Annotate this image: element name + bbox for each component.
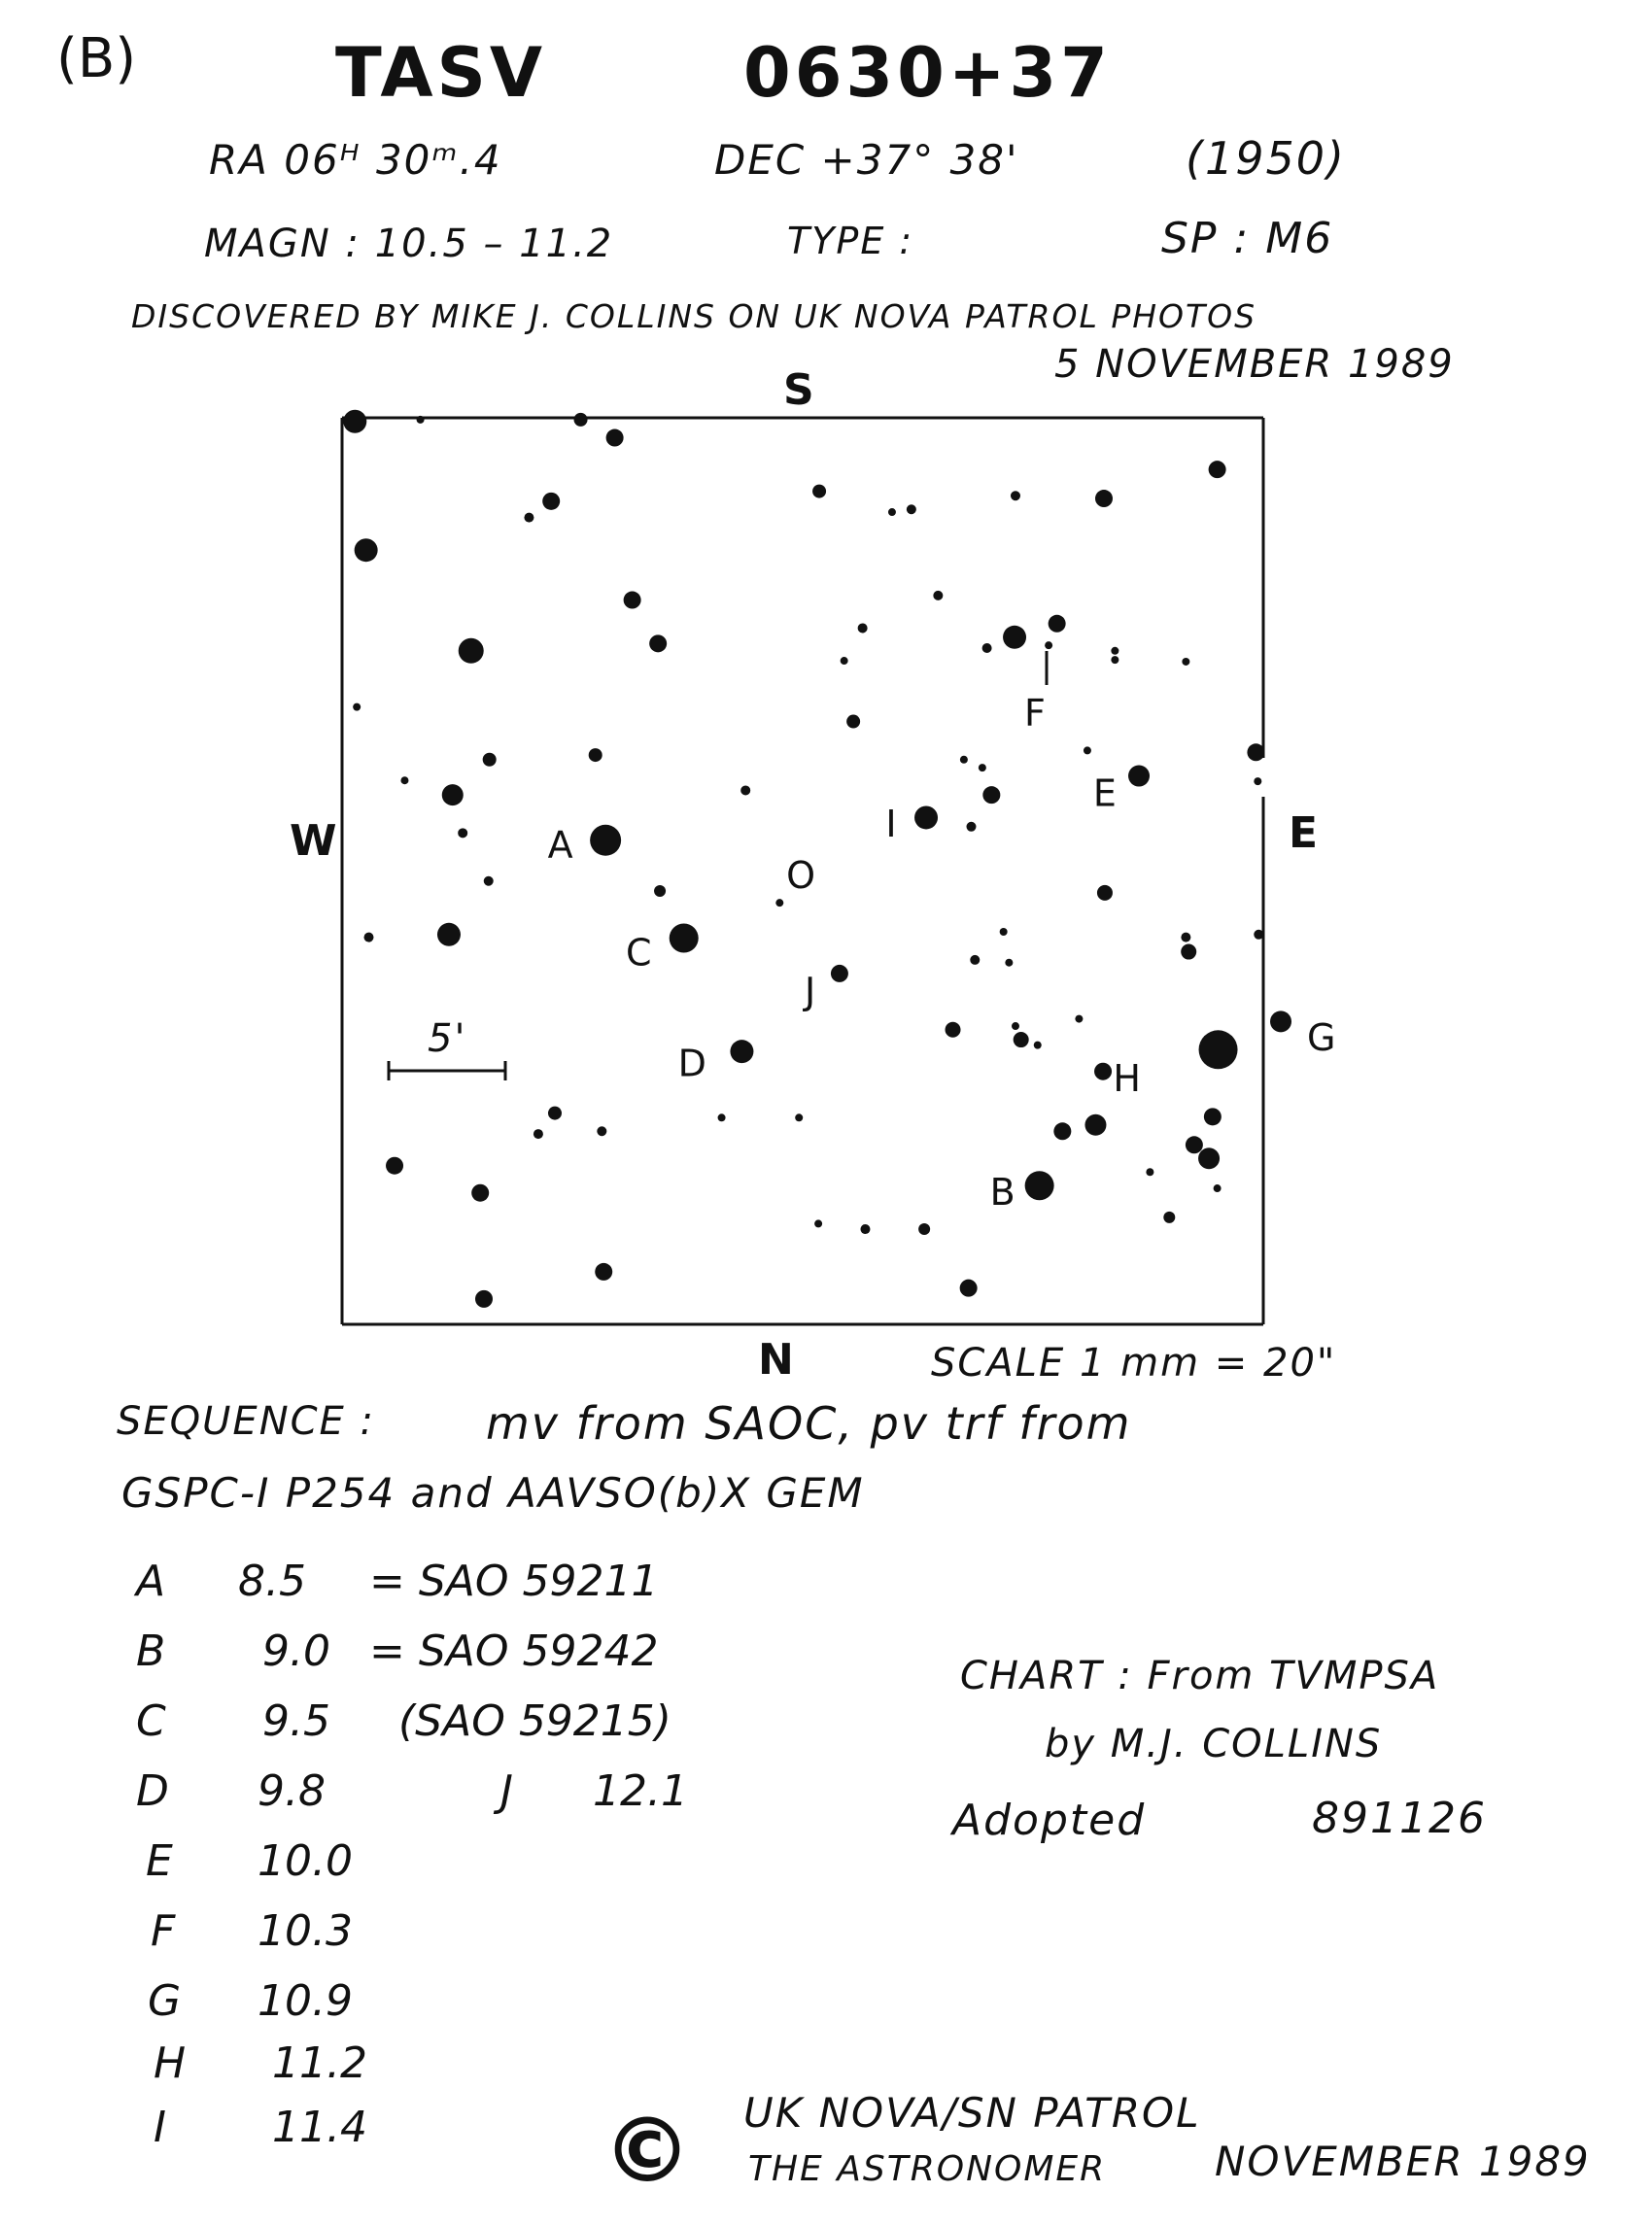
star-43 [914, 805, 938, 829]
star-57 [1254, 930, 1263, 940]
sequence-title: SEQUENCE : [117, 1399, 376, 1444]
star-39 [1247, 743, 1264, 761]
star-20 [1049, 615, 1066, 633]
spectral-type: SP : M6 [1161, 214, 1334, 263]
star-68 [548, 1107, 562, 1120]
star-17 [933, 591, 943, 600]
chart-source: CHART : From TVMPSA [960, 1654, 1440, 1698]
star-21 [1045, 641, 1052, 649]
sequence-magnitude: 10.3 [258, 1906, 353, 1956]
sequence-magnitude: 9.8 [258, 1766, 326, 1816]
star-label-h: H [1113, 1057, 1141, 1101]
star-38 [1128, 766, 1150, 787]
star-30 [483, 753, 497, 767]
star-69 [533, 1129, 543, 1139]
variable-type: TYPE : [787, 220, 914, 262]
star-14 [624, 592, 641, 609]
variable-name: TASV [335, 33, 547, 113]
sequence-magnitude: 11.4 [272, 2103, 367, 2152]
star-12 [1095, 490, 1113, 507]
discovery-date: 5 NOVEMBER 1989 [1054, 342, 1455, 387]
star-52 [1000, 928, 1008, 936]
chart-author: by M.J. COLLINS [1045, 1722, 1383, 1766]
star-61 [1014, 1032, 1029, 1047]
scale-bar-label: 5' [428, 1016, 467, 1061]
adopted-label: Adopted [952, 1796, 1147, 1845]
star-59 [946, 1022, 961, 1038]
star-33 [740, 785, 750, 795]
plate-scale: SCALE 1 mm = 20" [931, 1341, 1337, 1386]
star-2 [417, 416, 425, 424]
star-78 [1146, 1168, 1153, 1176]
sequence-reference: = SAO 59211 [369, 1557, 659, 1606]
star-label-i: I [885, 803, 897, 846]
star-49 [363, 933, 373, 942]
chart-north-label: N [758, 1335, 794, 1385]
star-5 [542, 493, 560, 510]
star-35 [979, 764, 986, 771]
star-51 [670, 924, 699, 953]
star-47 [775, 899, 783, 907]
star-25 [1111, 656, 1119, 664]
sequence-letter: G [148, 1976, 182, 2026]
star-32 [442, 784, 464, 805]
star-label-f: F [1023, 692, 1046, 736]
star-41 [458, 828, 467, 838]
star-label-c: C [625, 931, 652, 975]
sequence-letter: B [136, 1627, 166, 1676]
sequence-note-2: GSPC-I P254 and AAVSO(b)X GEM [121, 1469, 865, 1517]
star-label-d: D [677, 1042, 706, 1085]
star-85 [860, 1224, 870, 1234]
star-63 [1075, 1015, 1083, 1023]
star-53 [970, 955, 980, 965]
declination: DEC +37° 38' [714, 136, 1019, 184]
star-74 [1084, 1114, 1106, 1136]
patrol-credit-date: NOVEMBER 1989 [1215, 2138, 1591, 2185]
chart-south-label: S [783, 365, 814, 415]
patrol-credit-1: UK NOVA/SN PATROL [743, 2089, 1201, 2137]
star-87 [595, 1263, 612, 1281]
star-label-layer [548, 692, 1336, 1214]
star-46 [654, 885, 666, 897]
discovery-line: DISCOVERED BY MIKE J. COLLINS ON UK NOVA PATROL PHOTOS [131, 297, 1257, 335]
star-42 [590, 825, 621, 856]
sequence-magnitude: 9.0 [262, 1627, 330, 1676]
star-label-b: B [989, 1170, 1015, 1214]
sequence-letter: A [136, 1557, 166, 1606]
sequence-letter-j: J [500, 1766, 513, 1816]
star-81 [471, 1184, 489, 1202]
star-75 [1204, 1108, 1222, 1125]
star-80 [386, 1157, 403, 1175]
adopted-date: 891126 [1312, 1794, 1487, 1843]
star-62 [1034, 1042, 1042, 1049]
star-11 [1011, 491, 1020, 500]
star-54 [1005, 959, 1013, 967]
star-66 [1270, 1010, 1291, 1032]
star-13 [1209, 461, 1226, 478]
star-50 [437, 923, 461, 946]
sequence-magnitude: 10.0 [258, 1836, 353, 1886]
star-70 [597, 1126, 606, 1136]
star-6 [524, 513, 533, 523]
copyright-icon: © [602, 2099, 692, 2203]
star-label-j: J [804, 970, 816, 1013]
star-56 [1181, 944, 1196, 960]
star-27 [353, 703, 361, 711]
star-31 [400, 776, 408, 784]
sequence-reference: (SAO 59215) [398, 1696, 671, 1746]
star-89 [960, 1280, 978, 1297]
star-82 [1025, 1171, 1054, 1200]
star-76 [1186, 1136, 1203, 1153]
star-1 [343, 410, 366, 433]
patrol-credit-2: THE ASTRONOMER [748, 2149, 1107, 2189]
star-64 [730, 1040, 753, 1063]
sequence-reference: = SAO 59242 [369, 1627, 659, 1676]
star-22 [1003, 626, 1026, 649]
star-73 [1053, 1122, 1071, 1140]
star-4 [606, 429, 624, 447]
variable-designation: 0630+37 [743, 33, 1112, 113]
star-23 [982, 643, 992, 653]
sequence-letter: I [154, 2103, 166, 2152]
star-10 [888, 508, 896, 516]
scale-bar [389, 1061, 505, 1080]
chart-label: (B) [56, 27, 137, 90]
star-label-o: O [786, 854, 816, 898]
star-36 [982, 786, 1000, 804]
star-18 [858, 623, 868, 633]
star-label-e: E [1092, 771, 1117, 815]
star-79 [1214, 1184, 1222, 1192]
star-71 [718, 1113, 726, 1121]
star-77 [1198, 1147, 1220, 1169]
sequence-letter: C [136, 1696, 166, 1746]
star-67 [1094, 1063, 1112, 1080]
star-86 [918, 1223, 930, 1235]
magnitude-range: MAGN : 10.5 – 11.2 [204, 222, 614, 266]
star-29 [589, 748, 602, 762]
star-7 [355, 538, 378, 562]
star-84 [814, 1219, 822, 1227]
star-8 [812, 485, 826, 498]
right-ascension: RA 06ᴴ 30ᵐ.4 [209, 136, 502, 184]
star-37 [1084, 746, 1091, 754]
sequence-letter: E [146, 1836, 173, 1886]
sequence-magnitude: 9.5 [262, 1696, 330, 1746]
star-24 [1111, 647, 1119, 655]
sequence-note-1: mv from SAOC, pv trf from [486, 1397, 1132, 1450]
star-19 [841, 657, 848, 665]
star-3 [574, 413, 588, 427]
sequence-letter: D [136, 1766, 169, 1816]
star-9 [907, 504, 916, 514]
star-48 [1097, 885, 1113, 901]
star-26 [1182, 658, 1189, 666]
sequence-letter: F [151, 1906, 176, 1956]
star-58 [831, 965, 848, 982]
sequence-letter: H [154, 2038, 187, 2088]
star-65 [1199, 1030, 1238, 1069]
star-88 [475, 1290, 493, 1308]
star-72 [795, 1113, 803, 1121]
star-label-a: A [547, 823, 573, 867]
star-60 [1012, 1022, 1019, 1030]
star-55 [1181, 933, 1190, 942]
sequence-magnitude: 8.5 [238, 1557, 306, 1606]
star-34 [960, 756, 968, 764]
star-label-g: G [1306, 1016, 1336, 1060]
epoch: (1950) [1186, 132, 1346, 185]
chart-east-label: E [1289, 808, 1319, 858]
sequence-magnitude-j: 12.1 [593, 1766, 688, 1816]
star-layer [343, 410, 1291, 1308]
sequence-magnitude: 11.2 [272, 2038, 367, 2088]
chart-west-label: W [290, 816, 337, 866]
star-40 [1254, 777, 1261, 785]
star-83 [1163, 1212, 1175, 1223]
star-44 [966, 822, 976, 832]
star-16 [459, 638, 484, 664]
star-28 [846, 715, 860, 729]
sequence-magnitude: 10.9 [258, 1976, 353, 2026]
star-15 [649, 634, 667, 652]
star-45 [484, 876, 494, 886]
